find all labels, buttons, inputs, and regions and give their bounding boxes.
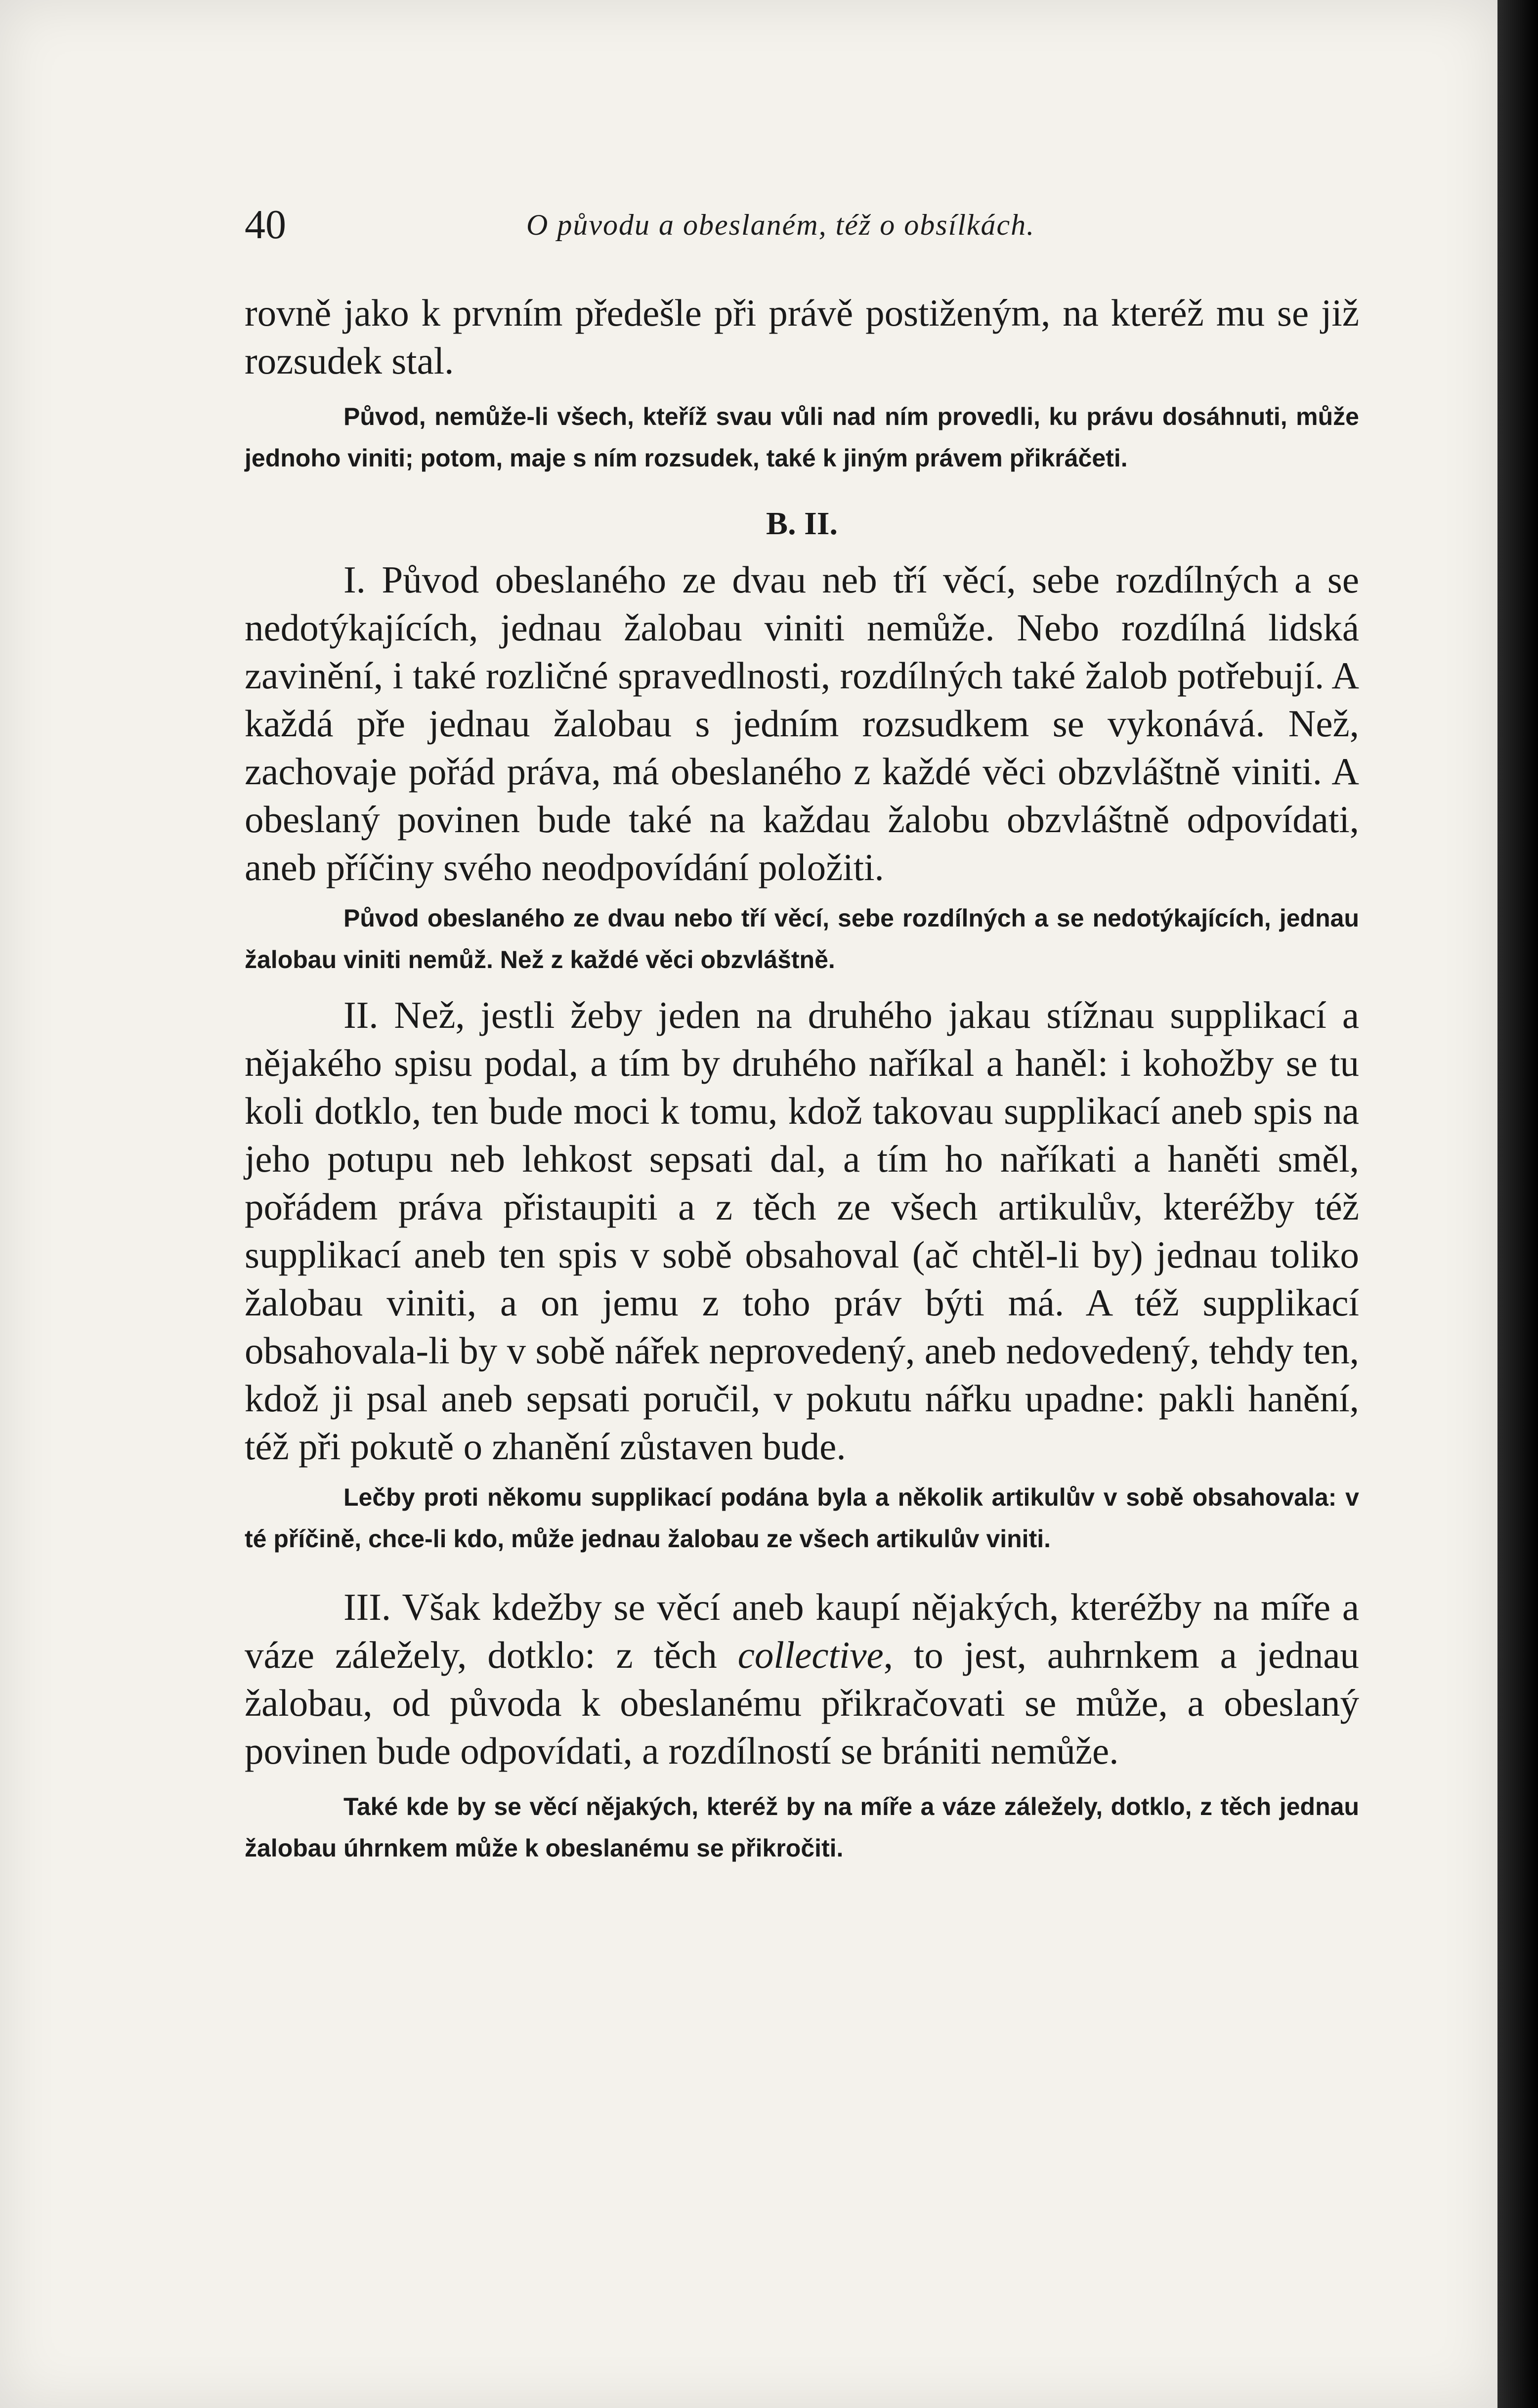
- latin-term: collective: [737, 1634, 884, 1676]
- section-heading: B. II.: [766, 506, 838, 542]
- scan-edge: [1497, 0, 1538, 2408]
- margin-summary-3: Lečby proti někomu supplikací podána byla a několik artikulův v sobě obsahovala: v té příčině, chce-li kdo, může jednau žalobau ze všech artikulův viniti.: [245, 1483, 1359, 1553]
- running-title: O původu a obeslaném, též o obsílkách.: [526, 209, 1035, 241]
- paragraph-III-end: , to jest, auhrnkem a jednau žalobau, od původa k obeslanému přikračovati se může, a obeslaný povinen bude odpovídati, a rozdílností se brániti nemůže.: [245, 1634, 1359, 1772]
- running-header: [245, 198, 1095, 252]
- margin-summary-1: Původ, nemůže-li všech, kteříž svau vůli nad ním provedli, ku právu dosáhnuti, může jednoho viniti; potom, maje s ním rozsudek, také k jiným právem přikráčeti.: [245, 403, 1359, 472]
- paragraph-III: [245, 1583, 1359, 1775]
- margin-summary-4: Také kde by se věcí nějakých, kteréž by na míře a váze záležely, dotklo, z těch jednau žalobau úhrnkem může k obeslanému se přikročiti.: [245, 1793, 1359, 1862]
- page-content: [245, 289, 1359, 1869]
- paragraph-I: I. Původ obeslaného ze dvau neb tří věcí, sebe rozdílných a se nedotýkajících, jednau žalobau viniti nemůže. Nebo rozdílná lidská zavinění, i také rozličné spravedlnosti, rozdílných také žalob potřebují. A každá pře jednau žalobau s jedním rozsudkem se vykonává. Než, zachovaje pořád práva, má obeslaného z každé věci obzvláštně viniti. A obeslaný povinen bude také na každau žalobu obzvláštně odpovídati, aneb příčiny svého neodpovídání položiti.: [245, 558, 1359, 888]
- margin-summary-2: Původ obeslaného ze dvau nebo tří věcí, sebe rozdílných a se nedotýkajících, jednau žalobau viniti nemůž. Než z každé věci obzvláštně.: [245, 904, 1359, 973]
- paragraph-II: II. Než, jestli žeby jeden na druhého jakau stížnau supplikací a nějakého spisu podal, a tím by druhého naříkal a haněl: i kohožby se tu koli dotklo, ten bude moci k tomu, kdož takovau supplikací aneb spis na jeho potupu neb lehkost sepsati dal, a tím ho naříkati a haněti směl, pořádem práva přistaupiti a z těch ze všech artikulův, kteréžby též supplikací aneb ten spis v sobě obsahoval (ač chtěl-li by) jednau toliko žalobau viniti, a on jemu z toho práv býti má. A též supplikací obsahovala-li by v sobě nářek neprovedený, aneb nedovedený, tehdy ten, kdož ji psal aneb sepsati poručil, v pokutu nářku upadne: pakli hanění, též při pokutě o zhanění zůstaven bude.: [245, 994, 1359, 1468]
- paragraph-III-start: III. Však kdežby se věcí aneb kaupí nějakých, kteréžby na míře a váze záležely, dotklo: z těch: [245, 1586, 1359, 1676]
- page-number: 40: [245, 202, 286, 248]
- paragraph-continuation: rovně jako k prvním předešle při právě postiženým, na kteréž mu se již rozsudek stal.: [245, 292, 1359, 382]
